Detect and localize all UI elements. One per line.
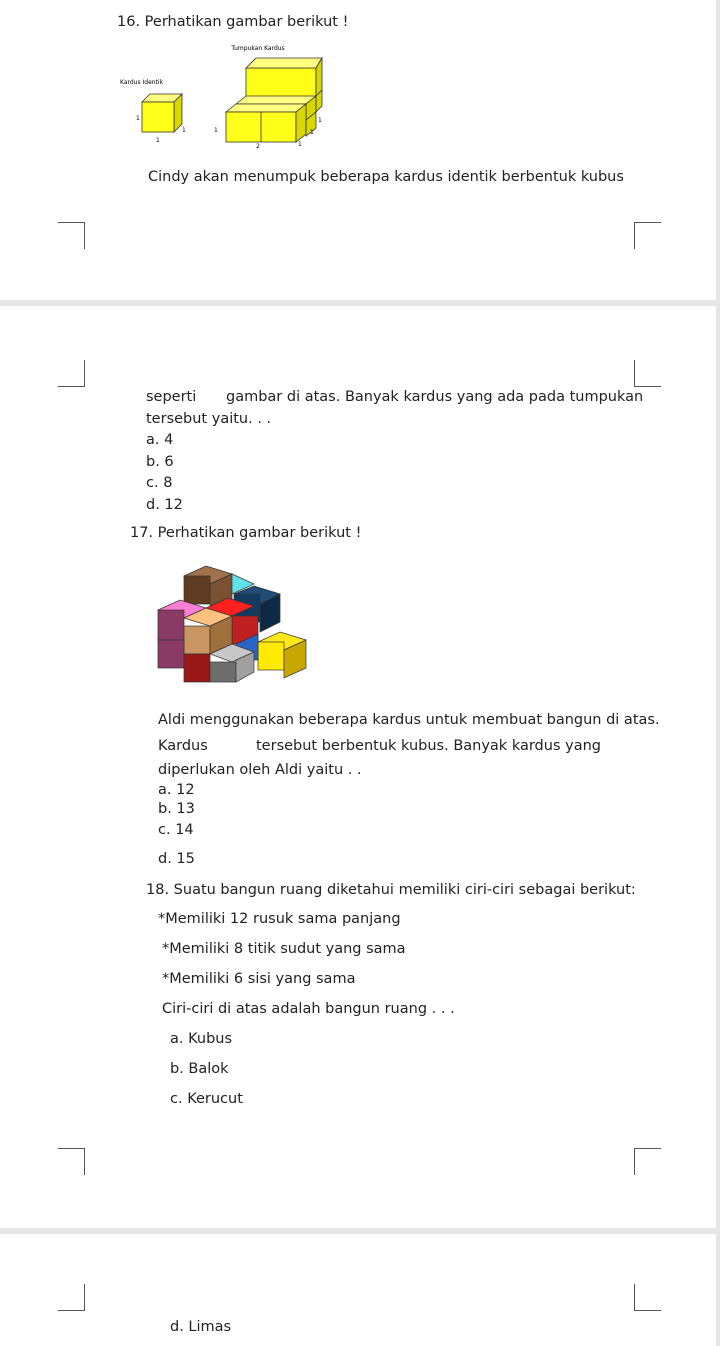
svg-text:1: 1 [310, 129, 314, 136]
q17-heading: 17. Perhatikan gambar berikut ! [130, 525, 362, 541]
crop-mark [634, 222, 661, 249]
q17-text-line2b: tersebut berbentuk kubus. Banyak kardus yang [256, 738, 601, 754]
q17-option-a[interactable]: a. 12 [158, 782, 195, 798]
q18-heading: 18. Suatu bangun ruang diketahui memiliki ciri-ciri sebagai berikut: [146, 882, 636, 898]
q17-text-line3: diperlukan oleh Aldi yaitu . . [158, 762, 362, 778]
document-page-2 [0, 306, 716, 1228]
crop-mark [58, 1148, 85, 1175]
q16-text-line1: Cindy akan menumpuk beberapa kardus identik berbentuk kubus [148, 169, 624, 185]
q16-option-d[interactable]: d. 12 [146, 497, 183, 513]
q16-text-line3: tersebut yaitu. . . [146, 411, 272, 427]
q18-option-d[interactable]: d. Limas [170, 1319, 232, 1335]
svg-text:1: 1 [214, 127, 218, 134]
svg-text:1: 1 [298, 141, 302, 148]
svg-text:1: 1 [136, 115, 140, 122]
q17-option-c[interactable]: c. 14 [158, 822, 194, 838]
stacked-cubes [226, 58, 322, 142]
q17-text-line2a: Kardus [158, 738, 208, 754]
q16-cube-figure [110, 40, 330, 155]
q16-option-b[interactable]: b. 6 [146, 454, 174, 470]
q18-trait-1: *Memiliki 12 rusuk sama panjang [158, 911, 401, 927]
crop-mark [634, 1148, 661, 1175]
q17-text-line1: Aldi menggunakan beberapa kardus untuk membuat bangun di atas. [158, 712, 660, 728]
crop-mark [58, 360, 85, 387]
svg-text:2: 2 [256, 143, 260, 150]
svg-text:1: 1 [318, 117, 322, 124]
q17-option-d[interactable]: d. 15 [158, 851, 195, 867]
q18-trait-2: *Memiliki 8 titik sudut yang sama [162, 941, 406, 957]
q16-text-line2a: seperti [146, 389, 197, 405]
q17-colored-cube-figure [150, 560, 310, 685]
document-page-3 [0, 1234, 716, 1346]
document-page-1 [0, 0, 716, 300]
q17-option-b[interactable]: b. 13 [158, 801, 195, 817]
q16-option-c[interactable]: c. 8 [146, 475, 173, 491]
crop-mark [634, 1284, 661, 1311]
q18-question: Ciri-ciri di atas adalah bangun ruang . . . [162, 1001, 455, 1017]
q16-text-line2b: gambar di atas. Banyak kardus yang ada pada tumpukan [226, 389, 644, 405]
q16-option-a[interactable]: a. 4 [146, 432, 174, 448]
svg-text:1: 1 [156, 137, 160, 144]
crop-mark [634, 360, 661, 387]
q16-heading: 16. Perhatikan gambar berikut ! [117, 14, 349, 30]
crop-mark [58, 222, 85, 249]
q18-option-a[interactable]: a. Kubus [170, 1031, 233, 1047]
q18-trait-3: *Memiliki 6 sisi yang sama [162, 971, 356, 987]
q18-option-b[interactable]: b. Balok [170, 1061, 229, 1077]
q18-option-c[interactable]: c. Kerucut [170, 1091, 243, 1107]
crop-mark [58, 1284, 85, 1311]
svg-text:1: 1 [182, 127, 186, 134]
q16-fig-title-single: Kardus Identik [120, 79, 164, 86]
q16-fig-title-stack: Tumpukan Kardus [231, 45, 285, 52]
single-cube [142, 94, 182, 132]
